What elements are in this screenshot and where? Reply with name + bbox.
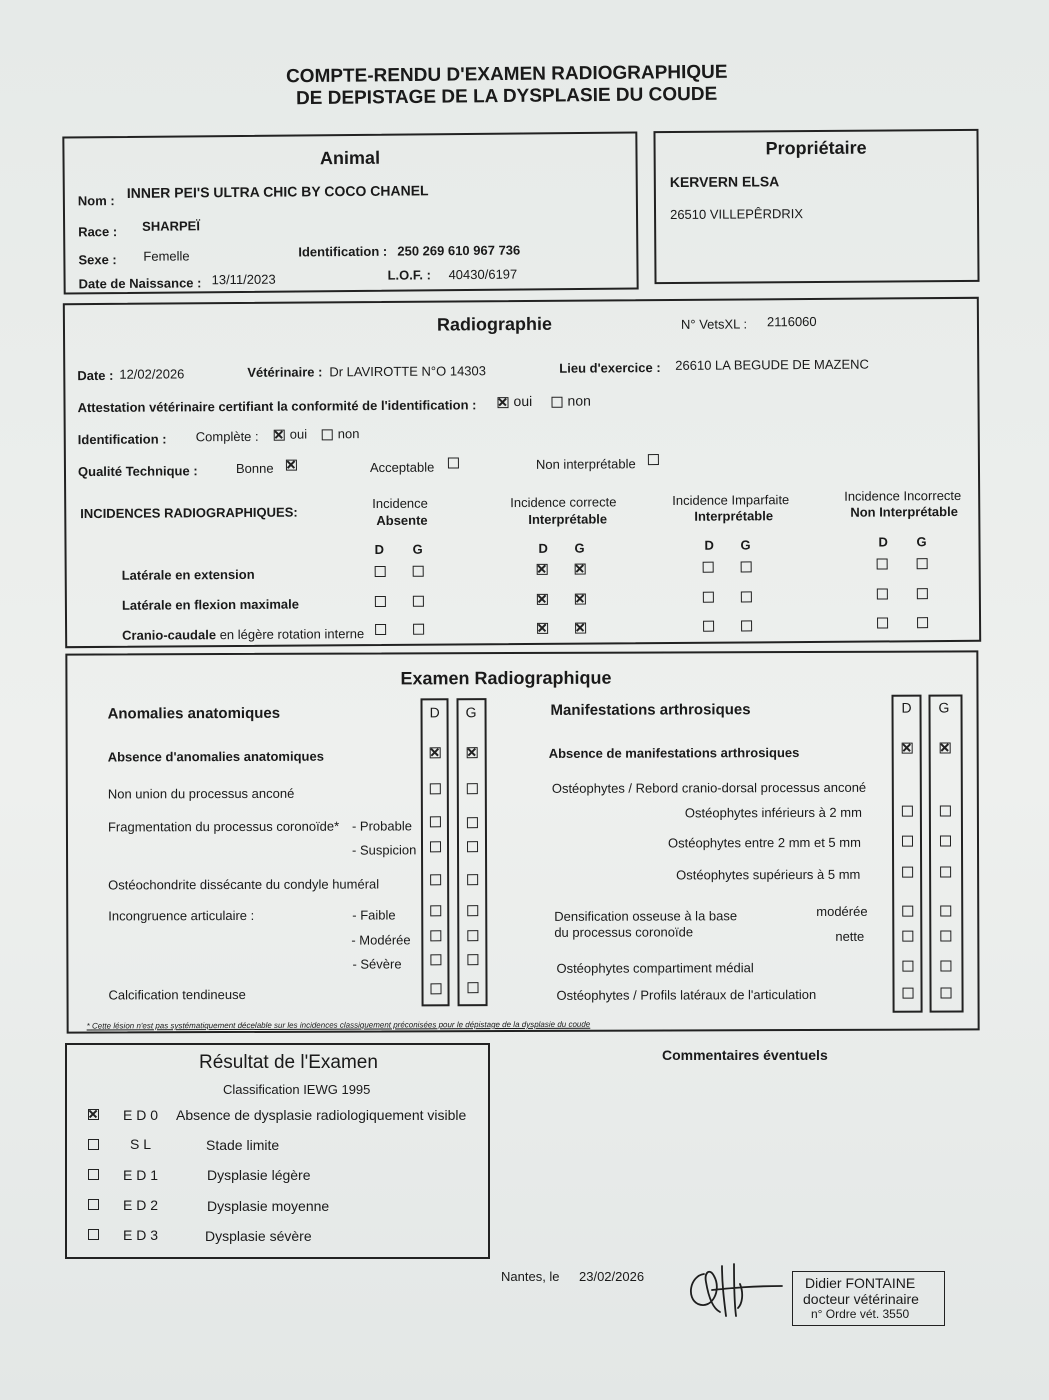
handwritten-signature xyxy=(682,1254,792,1324)
nom-label: Nom : xyxy=(77,193,115,209)
col-incorrecte-l1: Incidence Incorrecte xyxy=(844,487,962,504)
non-union-label: Non union du processus anconé xyxy=(107,785,295,802)
profils-label: Ostéophytes / Profils latéraux de l'articulation xyxy=(556,986,817,1003)
col-absente-l1: Incidence xyxy=(372,495,428,512)
ed1-checkbox[interactable] xyxy=(88,1169,99,1180)
manifestations-d-header: D xyxy=(901,699,912,716)
r3-absente-g[interactable] xyxy=(413,624,424,635)
suspicion-g[interactable] xyxy=(467,841,478,852)
resultat-section xyxy=(65,1043,490,1259)
dg-header-d: D xyxy=(878,534,888,550)
moderee-label: - Modérée xyxy=(351,932,411,948)
anomalies-title: Anomalies anatomiques xyxy=(107,704,281,723)
sexe-value: Femelle xyxy=(143,248,190,264)
entre-label: Ostéophytes entre 2 mm et 5 mm xyxy=(667,834,861,851)
anomalies-g-header: G xyxy=(465,704,477,721)
dg-header-g: G xyxy=(574,540,585,556)
absence-manif-label: Absence de manifestations arthrosiques xyxy=(548,745,800,761)
r1-absente-g[interactable] xyxy=(413,566,424,577)
col-imparfaite-l1: Incidence Imparfaite xyxy=(672,492,790,508)
r2-incorrecte-d[interactable] xyxy=(877,588,888,599)
complete-oui-checkbox[interactable] xyxy=(274,430,285,441)
r1-absente-d[interactable] xyxy=(375,566,386,577)
densification-label-1: Densification osseuse à la base xyxy=(554,908,738,924)
identification-value: 250 269 610 967 736 xyxy=(397,242,521,259)
non-interpretable-label: Non interprétable xyxy=(535,456,636,472)
resultat-title: Résultat de l'Examen xyxy=(199,1052,378,1073)
sl-label: Stade limite xyxy=(206,1137,280,1153)
attestation-oui-checkbox[interactable] xyxy=(497,397,508,408)
severe-label: - Sévère xyxy=(352,956,402,972)
vet-label: Vétérinaire : xyxy=(247,364,323,380)
anomalies-d-header: D xyxy=(429,704,440,721)
signature-date: 23/02/2026 xyxy=(579,1269,645,1284)
absence-anomalies-label: Absence d'anomalies anatomiques xyxy=(107,748,324,765)
densification-nette-d[interactable] xyxy=(902,931,913,942)
lieu-value: 26610 LA BEGUDE DE MAZENC xyxy=(675,356,869,373)
calcification-g[interactable] xyxy=(467,982,478,993)
r3-imparfaite-d[interactable] xyxy=(703,621,714,632)
ed0-checkbox[interactable] xyxy=(88,1109,99,1120)
r2-incorrecte-g[interactable] xyxy=(917,588,928,599)
moderee-d[interactable] xyxy=(430,930,441,941)
vetsxl-value: 2116060 xyxy=(766,313,817,330)
r1-imparfaite-d[interactable] xyxy=(703,562,714,573)
compartiment-label: Ostéophytes compartiment médial xyxy=(556,960,754,976)
attestation-oui-label: oui xyxy=(513,392,533,410)
osteochondrite-g[interactable] xyxy=(467,874,478,885)
inf2-label: Ostéophytes inférieurs à 2 mm xyxy=(684,804,862,821)
vet-value: Dr LAVIROTTE N°O 14303 xyxy=(329,363,487,380)
col-absente-l2: Absente xyxy=(376,512,428,529)
col-imparfaite-l2: Interprétable xyxy=(694,508,774,524)
sup5-g[interactable] xyxy=(940,867,951,878)
dg-header-d: D xyxy=(538,540,548,556)
non-union-d[interactable] xyxy=(430,783,441,794)
probable-d[interactable] xyxy=(430,816,441,827)
severe-g[interactable] xyxy=(467,954,478,965)
examen-section xyxy=(65,650,979,1033)
r3-correcte-d[interactable] xyxy=(537,623,548,634)
ed1-label: Dysplasie légère xyxy=(207,1167,311,1183)
moderee-g[interactable] xyxy=(467,930,478,941)
faible-g[interactable] xyxy=(467,905,478,916)
radiographie-section xyxy=(63,297,981,648)
proprietaire-address: 26510 VILLEPÊRDRIX xyxy=(670,206,804,223)
compartiment-g[interactable] xyxy=(940,961,951,972)
stamp-line2: docteur vétérinaire xyxy=(803,1291,919,1307)
attestation-label: Attestation vétérinaire certifiant la conformité de l'identification : xyxy=(77,397,477,416)
r1-incorrecte-g[interactable] xyxy=(917,558,928,569)
manifestations-title: Manifestations arthrosiques xyxy=(550,701,751,719)
incidence-row-laterale-extension: Latérale en extension xyxy=(121,566,255,583)
r2-correcte-g[interactable] xyxy=(575,594,586,605)
inf2-g[interactable] xyxy=(940,806,951,817)
dg-header-d: D xyxy=(704,537,714,553)
ed2-code: E D 2 xyxy=(123,1197,159,1213)
bonne-checkbox[interactable] xyxy=(286,460,297,471)
signature-place: Nantes, le xyxy=(501,1269,560,1284)
densification-label-2: du processus coronoïde xyxy=(554,924,694,940)
probable-g[interactable] xyxy=(467,817,478,828)
osteochondrite-d[interactable] xyxy=(430,874,441,885)
cranio-caudale-bold: Cranio-caudale xyxy=(122,627,217,643)
header-title-line1: COMPTE-RENDU D'EXAMEN RADIOGRAPHIQUE xyxy=(285,61,728,88)
ed0-code: E D 0 xyxy=(123,1107,159,1123)
nom-value: INNER PEI'S ULTRA CHIC BY COCO CHANEL xyxy=(126,182,429,201)
densification-moderee-g[interactable] xyxy=(940,906,951,917)
stamp-line3: n° Ordre vét. 3550 xyxy=(811,1307,910,1321)
sl-checkbox[interactable] xyxy=(88,1139,99,1150)
r2-correcte-d[interactable] xyxy=(537,594,548,605)
dg-header-g: G xyxy=(412,541,423,557)
proprietaire-title: Propriétaire xyxy=(765,137,867,159)
commentaires-title: Commentaires éventuels xyxy=(662,1047,828,1063)
osteochondrite-label: Ostéochondrite dissécante du condyle huméral xyxy=(108,876,380,893)
osteophytes-rebord-label: Ostéophytes / Rebord cranio-dorsal processus anconé xyxy=(551,779,867,796)
compartiment-d[interactable] xyxy=(902,961,913,972)
non-interpretable-checkbox[interactable] xyxy=(648,454,659,465)
absence-manif-g[interactable] xyxy=(940,743,951,754)
race-label: Race : xyxy=(78,224,118,240)
lieu-label: Lieu d'exercice : xyxy=(559,360,661,376)
ed3-code: E D 3 xyxy=(123,1227,159,1243)
qualite-label: Qualité Technique : xyxy=(77,463,198,480)
bonne-label: Bonne xyxy=(235,460,274,476)
r2-imparfaite-g[interactable] xyxy=(741,591,752,602)
stamp-line1: Didier FONTAINE xyxy=(805,1275,916,1291)
complete-non-label: non xyxy=(337,426,360,442)
calcification-d[interactable] xyxy=(430,983,441,994)
ed0-label: Absence de dysplasie radiologiquement visible xyxy=(176,1107,467,1123)
r3-incorrecte-g[interactable] xyxy=(917,617,928,628)
fragmentation-label: Fragmentation du processus coronoïde* xyxy=(107,818,340,835)
header-title-line2: DE DEPISTAGE DE LA DYSPLASIE DU COUDE xyxy=(295,83,718,110)
lof-value: 40430/6197 xyxy=(448,266,518,283)
date-value: 12/02/2026 xyxy=(119,366,185,382)
sup5-label: Ostéophytes supérieurs à 5 mm xyxy=(676,866,861,883)
r1-incorrecte-d[interactable] xyxy=(877,558,888,569)
incidence-row-cranio-caudale xyxy=(122,626,364,643)
attestation-non-checkbox[interactable] xyxy=(551,397,562,408)
r3-absente-d[interactable] xyxy=(375,624,386,635)
acceptable-label: Acceptable xyxy=(369,459,435,476)
faible-label: - Faible xyxy=(352,907,396,923)
r2-absente-d[interactable] xyxy=(375,596,386,607)
r1-correcte-g[interactable] xyxy=(575,564,586,575)
vetsxl-label: N° VetsXL : xyxy=(680,316,748,332)
identification-label: Identification : xyxy=(298,243,388,260)
entre-g[interactable] xyxy=(940,836,951,847)
dg-header-g: G xyxy=(740,537,751,553)
probable-label: - Probable xyxy=(351,818,412,834)
r3-correcte-g[interactable] xyxy=(575,623,586,634)
sl-code: S L xyxy=(130,1136,152,1152)
date-label: Date : xyxy=(77,367,114,384)
inf2-d[interactable] xyxy=(902,806,913,817)
r2-imparfaite-d[interactable] xyxy=(703,592,714,603)
examen-title: Examen Radiographique xyxy=(400,667,612,689)
animal-title: Animal xyxy=(319,147,381,169)
complete-oui-label: oui xyxy=(289,426,308,442)
absence-anomalies-d[interactable] xyxy=(430,747,441,758)
r3-imparfaite-g[interactable] xyxy=(741,620,752,631)
complete-non-checkbox[interactable] xyxy=(322,429,333,440)
r1-correcte-d[interactable] xyxy=(537,564,548,575)
footnote: * Cette lésion n'est pas systématiquement décelable sur les incidences classiquement préconisées pour le dépistage de la dysplasie du coude xyxy=(86,1019,591,1031)
naissance-value: 13/11/2023 xyxy=(211,271,276,288)
ed3-label: Dysplasie sévère xyxy=(205,1228,312,1244)
col-incorrecte-l2: Non Interprétable xyxy=(850,503,958,520)
col-correcte-l1: Incidence correcte xyxy=(510,494,617,511)
dg-header-g: G xyxy=(916,534,927,550)
incidences-label: INCIDENCES RADIOGRAPHIQUES: xyxy=(80,504,298,522)
incidence-row-laterale-flexion: Latérale en flexion maximale xyxy=(121,596,299,613)
race-value: SHARPEÏ xyxy=(142,218,200,234)
faible-d[interactable] xyxy=(430,905,441,916)
identification-row-label: Identification : xyxy=(77,431,167,448)
absence-anomalies-g[interactable] xyxy=(467,747,478,758)
proprietaire-name: KERVERN ELSA xyxy=(669,173,780,191)
suspicion-d[interactable] xyxy=(430,841,441,852)
sup5-d[interactable] xyxy=(902,867,913,878)
proprietaire-section xyxy=(653,129,979,284)
densification-moderee-d[interactable] xyxy=(902,906,913,917)
naissance-label: Date de Naissance : xyxy=(78,275,202,292)
ed2-checkbox[interactable] xyxy=(88,1199,99,1210)
attestation-non-label: non xyxy=(567,392,591,409)
severe-d[interactable] xyxy=(430,954,441,965)
absence-manif-d[interactable] xyxy=(902,743,913,754)
ed3-checkbox[interactable] xyxy=(88,1229,99,1240)
complete-label: Complète : xyxy=(195,428,259,445)
r3-incorrecte-d[interactable] xyxy=(877,617,888,628)
densification-nette-g[interactable] xyxy=(940,931,951,942)
lof-label: L.O.F. : xyxy=(387,267,431,283)
cranio-caudale-rest: en légère rotation interne xyxy=(219,626,365,643)
col-correcte-l2: Interprétable xyxy=(528,511,608,527)
dg-header-d: D xyxy=(374,541,384,558)
incongruence-label: Incongruence articulaire : xyxy=(108,907,255,924)
profils-d[interactable] xyxy=(903,988,914,999)
acceptable-checkbox[interactable] xyxy=(448,457,459,468)
manifestations-g-header: G xyxy=(938,699,950,716)
calcification-label: Calcification tendineuse xyxy=(108,986,246,1003)
veterinary-stamp xyxy=(792,1271,945,1326)
entre-d[interactable] xyxy=(902,836,913,847)
densification-moderee-label: modérée xyxy=(816,903,868,919)
sexe-label: Sexe : xyxy=(78,252,117,268)
animal-section xyxy=(62,131,638,294)
ed2-label: Dysplasie moyenne xyxy=(207,1198,330,1214)
profils-g[interactable] xyxy=(941,988,952,999)
radiographie-title: Radiographie xyxy=(436,313,553,335)
suspicion-label: - Suspicion xyxy=(352,842,417,858)
densification-nette-label: nette xyxy=(835,928,865,944)
ed1-code: E D 1 xyxy=(123,1167,159,1183)
r1-imparfaite-g[interactable] xyxy=(741,561,752,572)
r2-absente-g[interactable] xyxy=(413,596,424,607)
non-union-g[interactable] xyxy=(467,783,478,794)
resultat-classification: Classification IEWG 1995 xyxy=(223,1082,371,1097)
